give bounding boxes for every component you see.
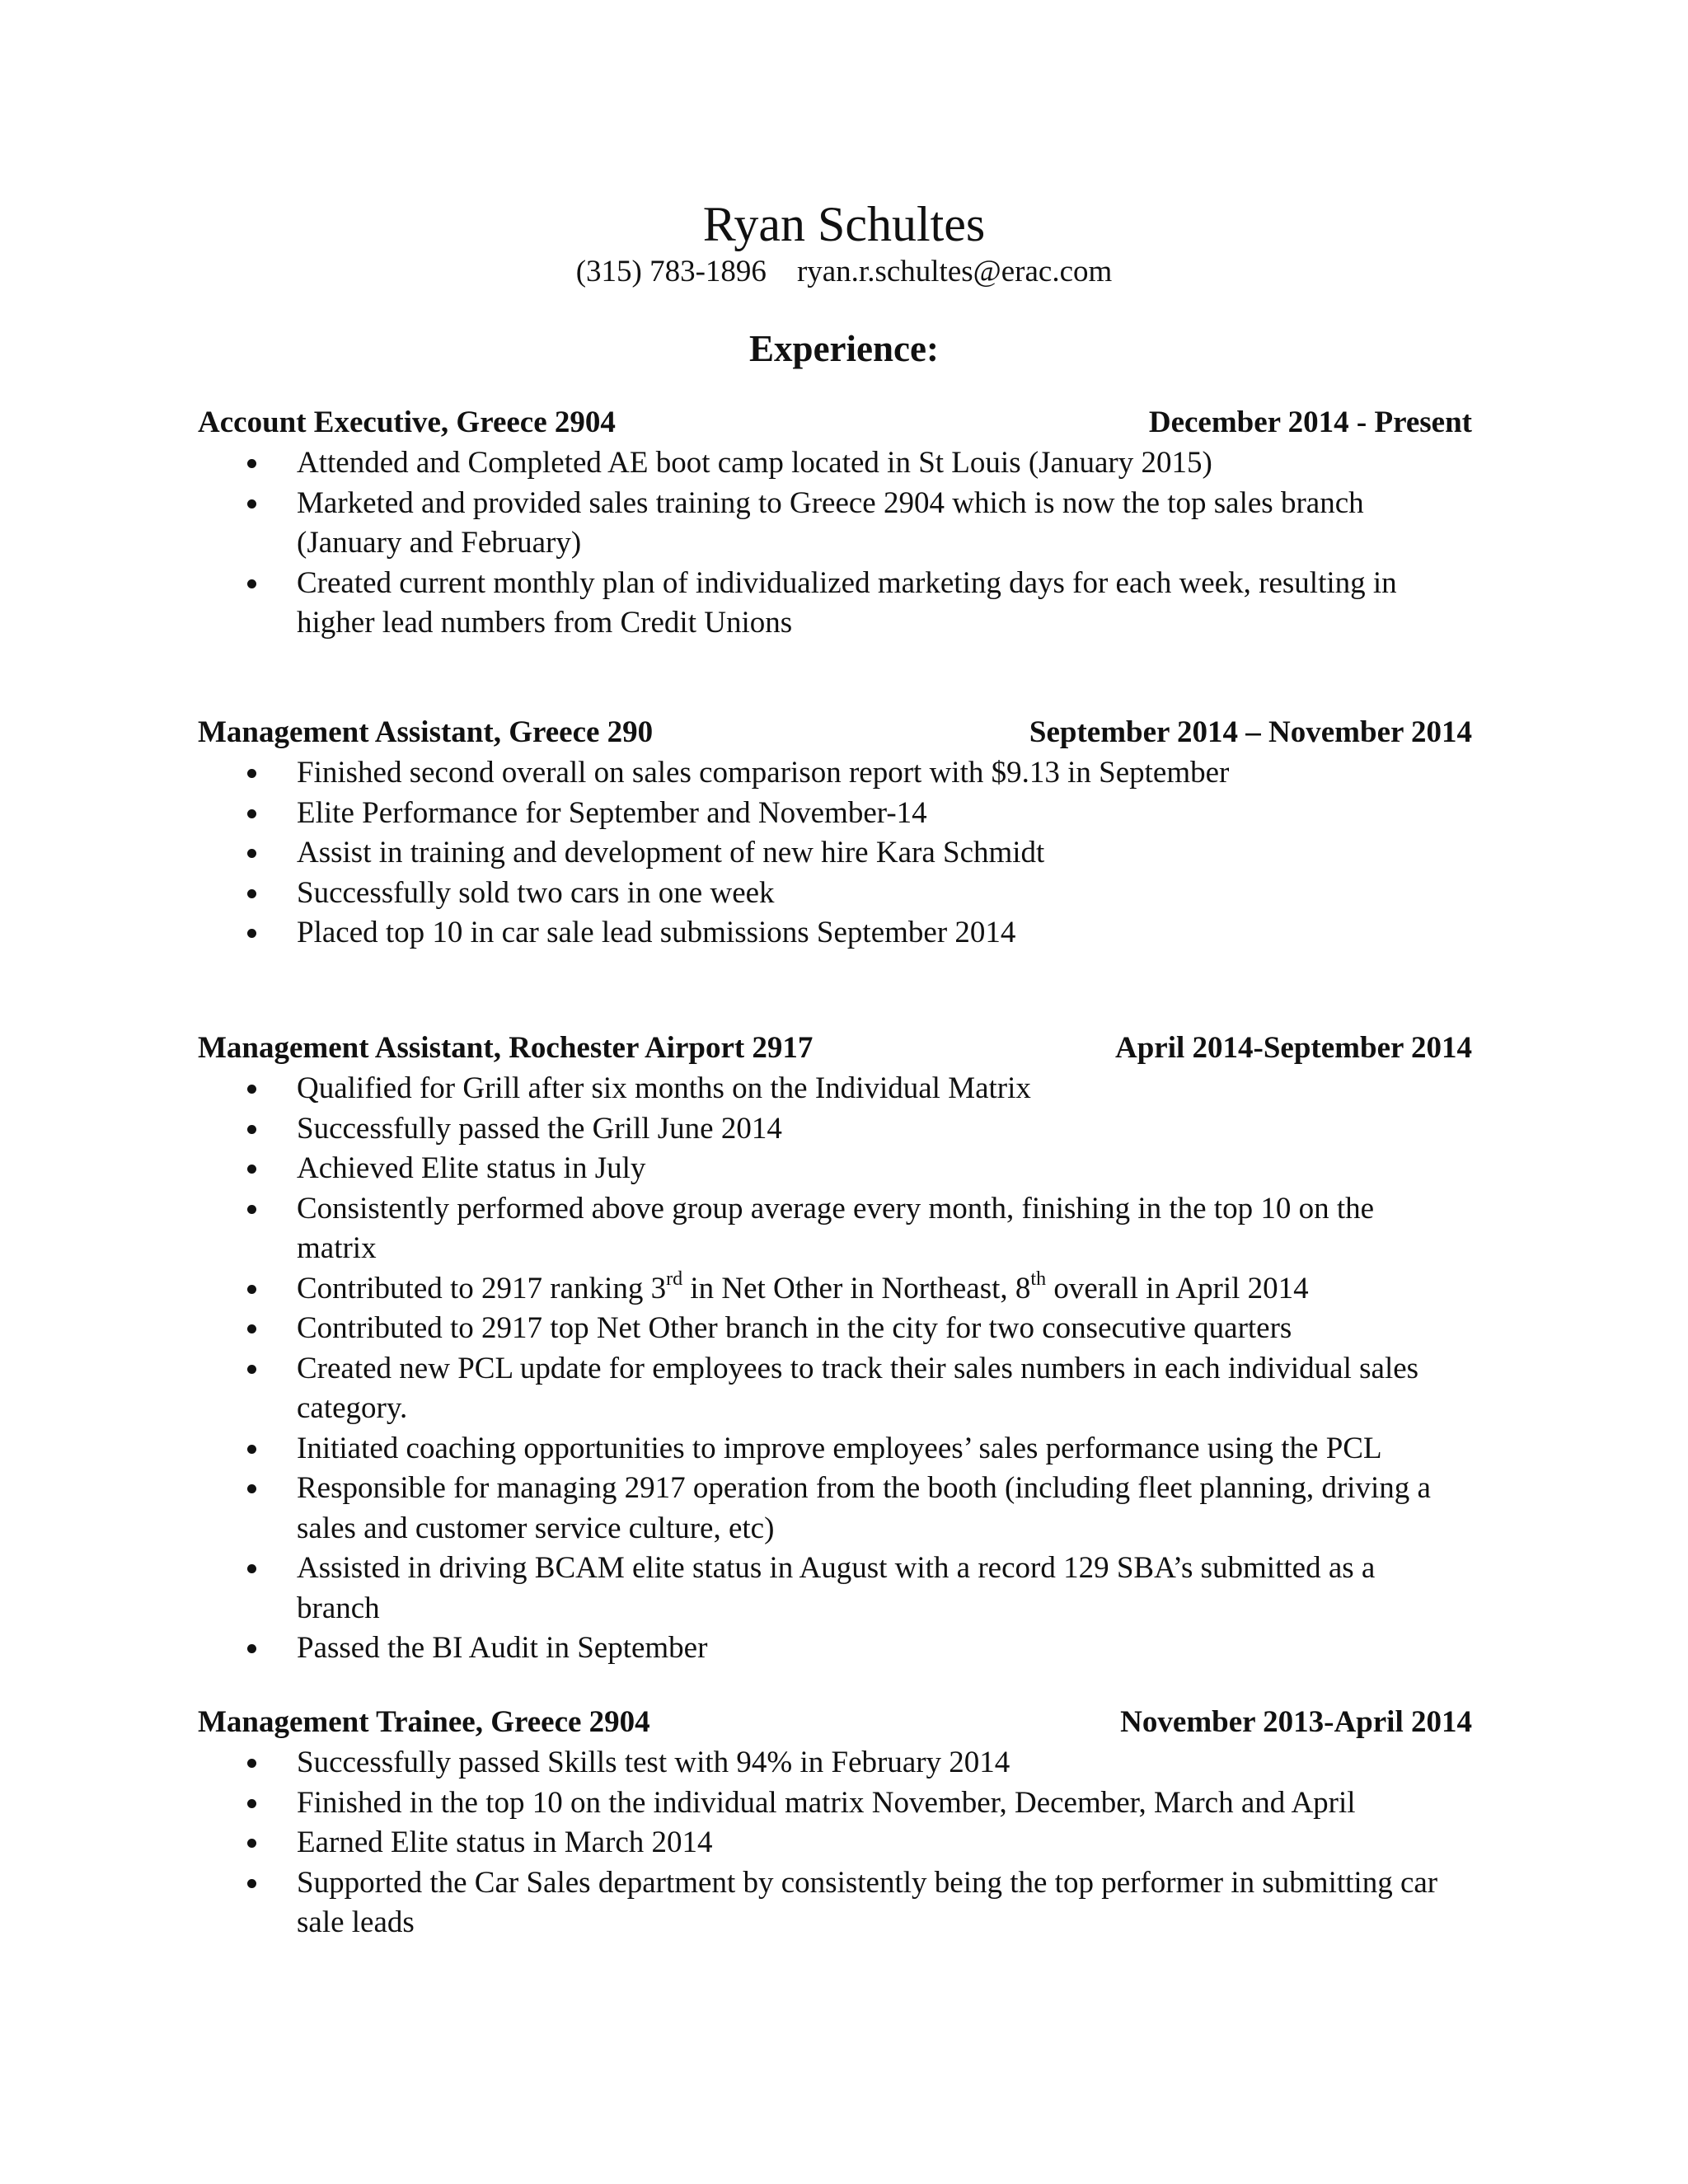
list-item	[198, 484, 1472, 564]
ordinal-suffix: rd	[666, 1268, 683, 1291]
bullet-text: Successfully passed the Grill June 2014	[297, 1111, 782, 1146]
job-bullets	[198, 753, 1472, 954]
job-title: Management Assistant, Rochester Airport 2917	[198, 1031, 814, 1065]
bullet-icon	[247, 1365, 256, 1374]
job-dates: December 2014 - Present	[1148, 405, 1472, 439]
bullet-icon	[247, 579, 256, 588]
job-header	[198, 1028, 1472, 1069]
bullet-text: Finished in the top 10 on the individual matrix November, December, March and April	[297, 1785, 1356, 1820]
list-item	[198, 753, 1472, 794]
list-item	[198, 1549, 1472, 1629]
job-entry-management-trainee	[198, 1702, 1472, 1943]
ranking-text: Contributed to 2917 ranking 3	[297, 1271, 667, 1305]
list-item	[198, 1863, 1472, 1943]
bullet-text: Created current monthly plan of individualized marketing days for each week, resulting in higher lead numbers from Credit Unions	[297, 565, 1397, 640]
bullet-text: Marketed and provided sales training to Greece 2904 which is now the top sales branch (January and February)	[297, 485, 1364, 560]
bullet-icon	[247, 1125, 256, 1134]
list-item	[198, 794, 1472, 834]
list-item	[198, 1743, 1472, 1783]
list-item	[198, 443, 1472, 484]
bullet-icon	[247, 1484, 256, 1493]
bullet-icon	[247, 1205, 256, 1214]
ranking-text: in Net Other in Northeast, 8	[682, 1271, 1031, 1305]
bullet-text	[297, 1268, 1309, 1305]
bullet-text: Passed the BI Audit in September	[297, 1631, 708, 1665]
bullet-text: Assist in training and development of new hire Kara Schmidt	[297, 836, 1045, 869]
contact-line	[0, 254, 1688, 290]
bullet-text: Finished second overall on sales comparison report with $9.13 in September	[297, 756, 1230, 790]
bullet-text: Assisted in driving BCAM elite status in August with a record 129 SBA’s submitted as a branch	[297, 1551, 1376, 1625]
bullet-text: Created new PCL update for employees to track their sales numbers in each individual sales category.	[297, 1351, 1419, 1425]
phone-number: (315) 783-1896	[575, 255, 767, 288]
bullet-text: Earned Elite status in March 2014	[297, 1825, 713, 1859]
job-dates: November 2013-April 2014	[1120, 1705, 1472, 1739]
job-header	[198, 712, 1472, 753]
list-item	[198, 1823, 1472, 1863]
bullet-text: Qualified for Grill after six months on the Individual Matrix	[297, 1071, 1031, 1105]
bullet-icon	[247, 1324, 256, 1333]
list-item	[198, 1469, 1472, 1549]
bullet-text: Elite Performance for September and November-14	[297, 795, 927, 830]
bullet-icon	[247, 1644, 256, 1653]
list-item	[198, 564, 1472, 644]
job-bullets	[198, 1743, 1472, 1943]
list-item	[198, 1189, 1472, 1269]
bullet-icon	[247, 1285, 256, 1294]
email-address: ryan.r.schultes@erac.com	[796, 255, 1113, 288]
bullet-icon	[247, 499, 256, 509]
bullet-icon	[247, 1799, 256, 1808]
bullet-text: Consistently performed above group average every month, finishing in the top 10 on the matrix	[297, 1191, 1375, 1265]
bullet-icon	[247, 1759, 256, 1768]
job-dates: April 2014-September 2014	[1115, 1031, 1472, 1065]
job-title: Management Assistant, Greece 290	[198, 715, 654, 749]
list-item	[198, 913, 1472, 954]
job-bullets	[198, 1069, 1472, 1669]
candidate-name: Ryan Schultes	[702, 197, 986, 251]
list-item	[198, 1429, 1472, 1469]
list-item	[198, 1269, 1472, 1310]
bullet-icon	[247, 1445, 256, 1454]
bullet-icon	[247, 849, 256, 858]
list-item	[198, 1309, 1472, 1349]
list-item	[198, 1349, 1472, 1429]
job-bullets	[198, 443, 1472, 644]
list-item	[198, 833, 1472, 874]
job-header	[198, 402, 1472, 443]
job-entry-management-assistant-greece	[198, 712, 1472, 954]
bullet-text: Successfully sold two cars in one week	[297, 875, 775, 910]
bullet-icon	[247, 1564, 256, 1573]
bullet-icon	[247, 1085, 256, 1094]
ordinal-suffix: th	[1030, 1268, 1047, 1291]
bullet-text: Initiated coaching opportunities to improve employees’ sales performance using the PCL	[297, 1431, 1382, 1465]
list-item	[198, 1069, 1472, 1109]
job-entry-account-executive	[198, 402, 1472, 644]
job-dates: September 2014 – November 2014	[1029, 715, 1472, 749]
job-header	[198, 1702, 1472, 1743]
bullet-icon	[247, 1839, 256, 1848]
bullet-text: Contributed to 2917 top Net Other branch in the city for two consecutive quarters	[297, 1311, 1292, 1345]
bullet-text: Supported the Car Sales department by consistently being the top performer in submitting car sale leads	[297, 1865, 1438, 1939]
bullet-text: Attended and Completed AE boot camp located in St Louis (January 2015)	[297, 446, 1212, 480]
bullet-icon	[247, 459, 256, 468]
job-entry-management-assistant-rochester	[198, 1028, 1472, 1669]
bullet-icon	[247, 1165, 256, 1174]
job-title: Account Executive, Greece 2904	[198, 405, 616, 439]
bullet-icon	[247, 1879, 256, 1888]
bullet-text: Successfully passed Skills test with 94% in February 2014	[297, 1746, 1010, 1779]
bullet-text: Achieved Elite status in July	[297, 1151, 646, 1185]
job-title: Management Trainee, Greece 2904	[198, 1705, 650, 1739]
bullet-icon	[247, 809, 256, 818]
list-item	[198, 1109, 1472, 1150]
bullet-icon	[247, 769, 256, 778]
bullet-icon	[247, 929, 256, 938]
list-item	[198, 1783, 1472, 1824]
bullet-text: Placed top 10 in car sale lead submissions September 2014	[297, 916, 1016, 949]
list-item	[198, 874, 1472, 914]
ranking-text: overall in April 2014	[1046, 1271, 1309, 1305]
bullet-icon	[247, 889, 256, 898]
list-item	[198, 1149, 1472, 1189]
bullet-text: Responsible for managing 2917 operation from the booth (including fleet planning, driving a sales and customer service culture, etc)	[297, 1471, 1431, 1545]
experience-heading: Experience:	[749, 328, 939, 369]
list-item	[198, 1629, 1472, 1669]
